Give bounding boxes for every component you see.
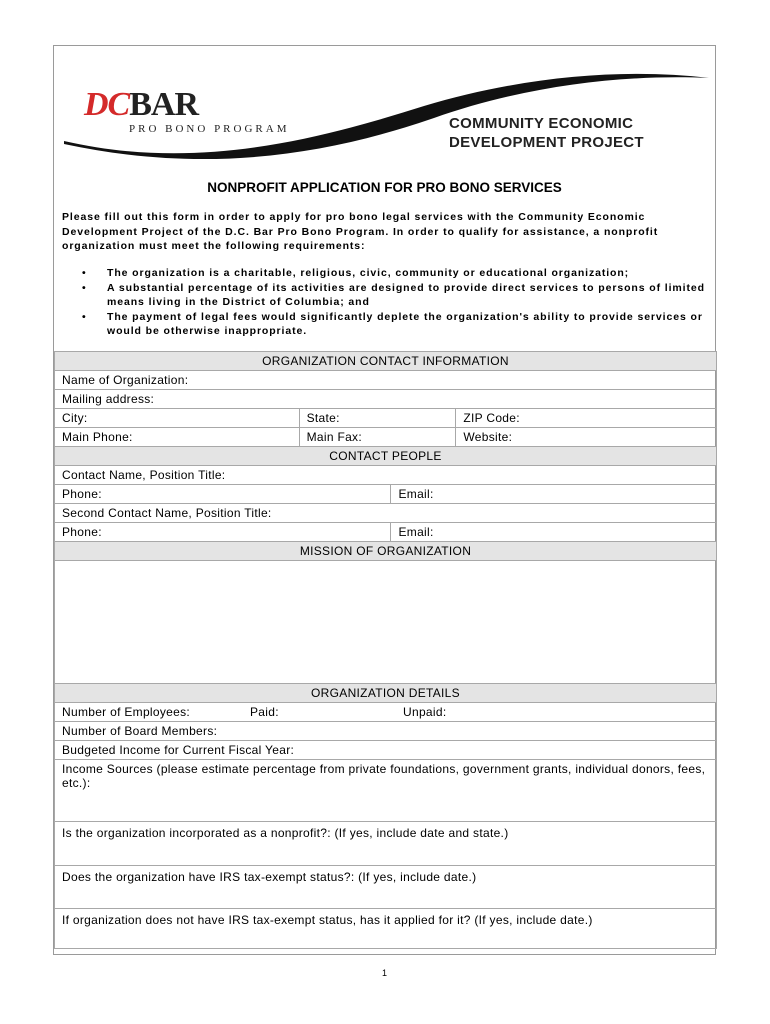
project-line-2: DEVELOPMENT PROJECT	[449, 134, 644, 151]
city-field[interactable]: City:	[55, 409, 300, 428]
contact-phone-field[interactable]: Phone:	[55, 485, 391, 504]
dc-bar-logo	[84, 86, 198, 124]
application-table	[54, 351, 717, 949]
mission-field[interactable]	[55, 561, 717, 684]
zip-field[interactable]: ZIP Code:	[456, 409, 717, 428]
second-contact-field[interactable]: Second Contact Name, Position Title:	[55, 504, 717, 523]
requirement-text: The organization is a charitable, religious, civic, community or educational organization;	[107, 267, 630, 279]
employees-field[interactable]: Number of Employees:	[62, 705, 191, 719]
letterhead	[54, 46, 715, 186]
section-mission: MISSION OF ORGANIZATION	[55, 542, 717, 561]
page-number: 1	[381, 968, 387, 978]
requirement-item	[62, 310, 712, 339]
income-sources-field[interactable]: Income Sources (please estimate percentage from private foundations, government grants, individual donors, fees, etc.):	[55, 760, 717, 822]
org-name-field[interactable]: Name of Organization:	[55, 371, 717, 390]
budget-field[interactable]: Budgeted Income for Current Fiscal Year:	[55, 741, 717, 760]
board-members-field[interactable]: Number of Board Members:	[55, 722, 717, 741]
contact-email-field[interactable]: Email:	[391, 485, 717, 504]
logo-dc: DC	[84, 86, 130, 123]
mailing-address-field[interactable]: Mailing address:	[55, 390, 717, 409]
page-title: NONPROFIT APPLICATION FOR PRO BONO SERVICES	[207, 180, 562, 195]
section-contact-people: CONTACT PEOPLE	[55, 447, 717, 466]
project-line-1: COMMUNITY ECONOMIC	[449, 115, 634, 132]
website-field[interactable]: Website:	[456, 428, 717, 447]
bullet-icon: •	[82, 267, 87, 279]
requirement-text: A substantial percentage of its activities are designed to provide direct services to persons of limited means living in the District of Columbia; and	[107, 281, 705, 308]
main-phone-field[interactable]: Main Phone:	[55, 428, 300, 447]
project-name	[449, 114, 644, 152]
intro-paragraph: Please fill out this form in order to apply for pro bono legal services with the Community Economic Development Project of the D.C. Bar Pro Bono Program. In order to qualify for assistance, a nonprofit organization must meet the following requirements:	[62, 211, 659, 252]
section-contact-info: ORGANIZATION CONTACT INFORMATION	[55, 352, 717, 371]
state-field[interactable]: State:	[299, 409, 456, 428]
logo-bar: BAR	[129, 86, 199, 123]
irs-status-field[interactable]: Does the organization have IRS tax-exempt status?: (If yes, include date.)	[55, 866, 717, 909]
contact-name-field[interactable]: Contact Name, Position Title:	[55, 466, 717, 485]
employees-row	[55, 703, 717, 722]
requirement-text: The payment of legal fees would significantly deplete the organization's ability to provide services or would be otherwise inappropriate.	[107, 310, 703, 337]
requirement-item	[62, 281, 712, 310]
unpaid-field[interactable]: Unpaid:	[403, 705, 447, 719]
bullet-icon: •	[82, 310, 87, 323]
second-phone-field[interactable]: Phone:	[55, 523, 391, 542]
irs-applied-field[interactable]: If organization does not have IRS tax-exempt status, has it applied for it? (If yes, include date.)	[55, 909, 717, 949]
requirement-item	[62, 266, 712, 281]
form-page	[53, 45, 716, 978]
section-details: ORGANIZATION DETAILS	[55, 684, 717, 703]
second-email-field[interactable]: Email:	[391, 523, 717, 542]
requirements-list	[62, 266, 712, 339]
main-fax-field[interactable]: Main Fax:	[299, 428, 456, 447]
paid-field[interactable]: Paid:	[250, 705, 279, 719]
bullet-icon: •	[82, 281, 87, 294]
logo-subtitle: PRO BONO PROGRAM	[129, 123, 290, 135]
incorporated-field[interactable]: Is the organization incorporated as a nonprofit?: (If yes, include date and state.)	[55, 822, 717, 866]
